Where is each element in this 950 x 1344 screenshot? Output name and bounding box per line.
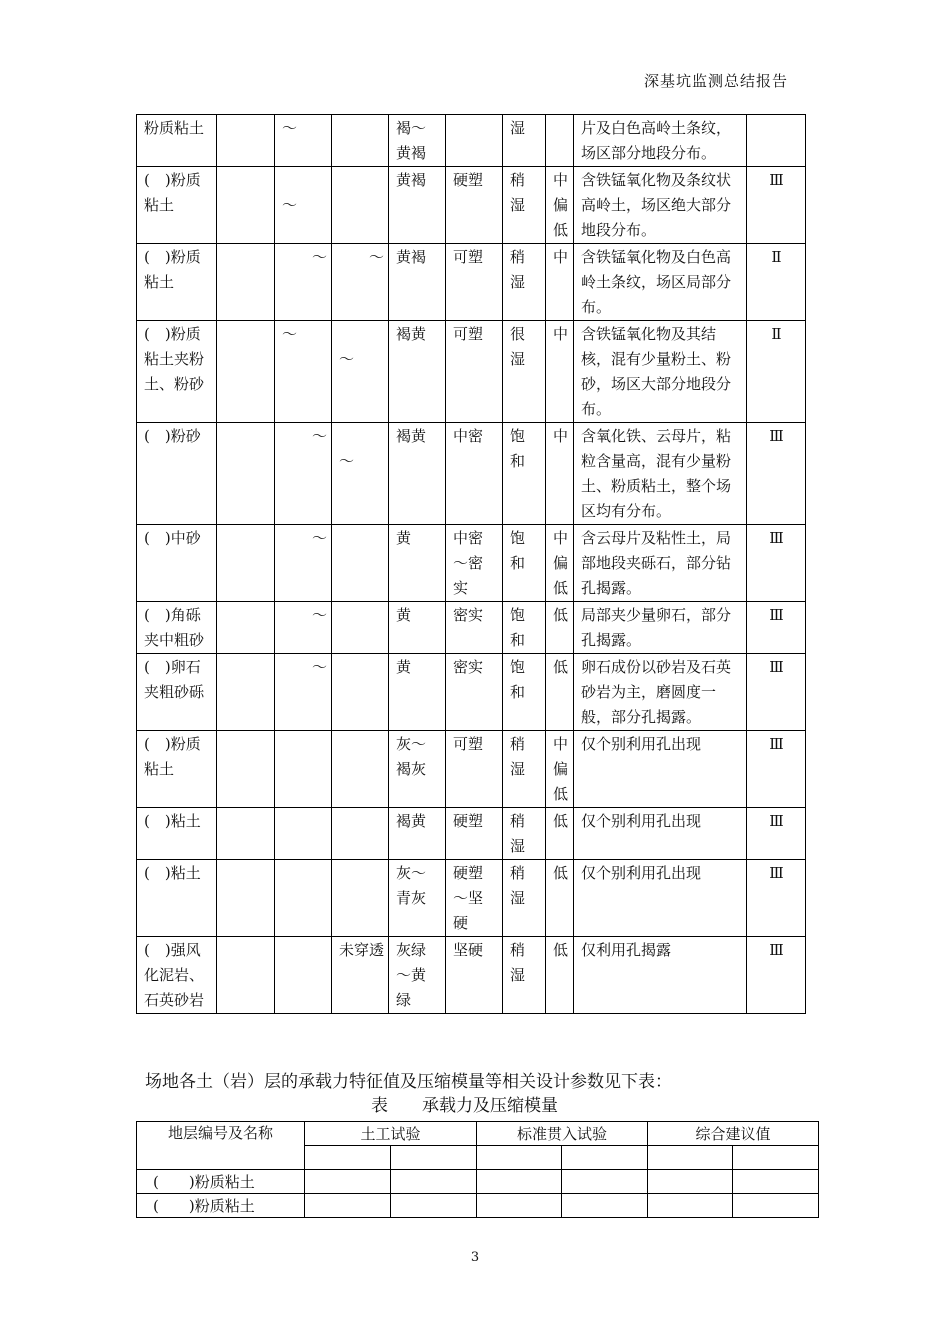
stratum-grade: Ⅲ	[747, 654, 806, 731]
stratum-compressibility: 低	[546, 654, 574, 731]
stratum-bottom-depth	[332, 167, 389, 244]
stratum-compressibility: 低	[546, 937, 574, 1014]
stratum-name: ( )强风化泥岩、石英砂岩	[137, 937, 217, 1014]
params-cell	[305, 1194, 391, 1218]
stratum-description: 含氧化铁、云母片，粘粒含量高，混有少量粉土、粉质粘土，整个场区均有分布。	[574, 423, 747, 525]
stratum-bottom-depth	[332, 654, 389, 731]
stratum-name: ( )粉质粘土	[137, 167, 217, 244]
params-subheader-cell	[562, 1146, 648, 1170]
stratum-grade: Ⅲ	[747, 167, 806, 244]
stratum-description: 仅个别利用孔出现	[574, 731, 747, 808]
stratum-bottom-depth	[332, 115, 389, 167]
params-subheader-cell	[477, 1146, 562, 1170]
stratum-thickness: ～	[275, 423, 332, 525]
stratum-description: 仅个别利用孔出现	[574, 808, 747, 860]
strata-row	[137, 244, 806, 321]
params-row	[137, 1170, 819, 1194]
stratum-color: 褐～黄褐	[389, 115, 446, 167]
params-cell	[391, 1194, 477, 1218]
strata-row	[137, 860, 806, 937]
stratum-moisture: 稍湿	[503, 731, 546, 808]
stratum-color: 黄	[389, 602, 446, 654]
stratum-bottom-depth	[332, 731, 389, 808]
stratum-bottom-depth: ～	[332, 321, 389, 423]
stratum-state: 密实	[446, 654, 503, 731]
stratum-grade: Ⅱ	[747, 244, 806, 321]
stratum-bottom-depth: 未穿透	[332, 937, 389, 1014]
stratum-state: 可塑	[446, 321, 503, 423]
params-row-layer-name: ( )粉质粘土	[137, 1170, 305, 1194]
stratum-color: 褐黄	[389, 423, 446, 525]
strata-row	[137, 808, 806, 860]
stratum-col-2	[217, 808, 275, 860]
stratum-name: ( )卵石夹粗砂砾	[137, 654, 217, 731]
params-cell	[648, 1170, 733, 1194]
stratum-compressibility: 中	[546, 244, 574, 321]
stratum-color: 黄褐	[389, 167, 446, 244]
stratum-thickness	[275, 860, 332, 937]
stratum-color: 褐黄	[389, 808, 446, 860]
stratum-description: 仅个别利用孔出现	[574, 860, 747, 937]
stratum-state: 中密	[446, 423, 503, 525]
stratum-color: 褐黄	[389, 321, 446, 423]
stratum-state: 中密～密实	[446, 525, 503, 602]
strata-table	[136, 114, 806, 1014]
stratum-col-2	[217, 860, 275, 937]
stratum-grade: Ⅲ	[747, 937, 806, 1014]
stratum-color: 黄褐	[389, 244, 446, 321]
stratum-bottom-depth	[332, 860, 389, 937]
stratum-thickness: ～	[275, 321, 332, 423]
stratum-thickness	[275, 808, 332, 860]
stratum-compressibility: 中偏低	[546, 525, 574, 602]
stratum-compressibility: 中偏低	[546, 731, 574, 808]
stratum-description: 片及白色高岭土条纹，场区部分地段分布。	[574, 115, 747, 167]
stratum-compressibility: 中	[546, 321, 574, 423]
strata-table-body	[137, 115, 806, 1014]
params-header-spt: 标准贯入试验	[477, 1122, 648, 1146]
params-cell	[477, 1170, 562, 1194]
stratum-color: 黄	[389, 654, 446, 731]
stratum-thickness: ～	[275, 115, 332, 167]
strata-row	[137, 731, 806, 808]
stratum-state: 坚硬	[446, 937, 503, 1014]
stratum-col-2	[217, 525, 275, 602]
stratum-state: 硬塑	[446, 167, 503, 244]
stratum-thickness: ～	[275, 602, 332, 654]
params-table-caption: 表 承载力及压缩模量	[371, 1096, 558, 1116]
params-row-layer-name: ( )粉质粘土	[137, 1194, 305, 1218]
params-cell	[477, 1194, 562, 1218]
strata-row	[137, 423, 806, 525]
stratum-moisture: 稍湿	[503, 808, 546, 860]
stratum-name: ( )粘土	[137, 808, 217, 860]
params-subheader-cell	[305, 1146, 391, 1170]
stratum-state: 硬塑	[446, 808, 503, 860]
stratum-color: 灰～褐灰	[389, 731, 446, 808]
stratum-thickness: ～	[275, 654, 332, 731]
stratum-moisture: 饱和	[503, 423, 546, 525]
stratum-compressibility: 中偏低	[546, 167, 574, 244]
stratum-bottom-depth: ～	[332, 423, 389, 525]
params-subheader-cell	[648, 1146, 733, 1170]
stratum-moisture: 饱和	[503, 525, 546, 602]
stratum-col-2	[217, 731, 275, 808]
params-header-lab-test: 土工试验	[305, 1122, 477, 1146]
stratum-name: ( )粉质粘土	[137, 731, 217, 808]
strata-row	[137, 115, 806, 167]
stratum-grade: Ⅲ	[747, 423, 806, 525]
params-cell	[562, 1170, 648, 1194]
stratum-name: ( )粉质粘土夹粉土、粉砂	[137, 321, 217, 423]
params-header-layer: 地层编号及名称	[137, 1122, 305, 1170]
stratum-col-2	[217, 423, 275, 525]
strata-row	[137, 321, 806, 423]
stratum-grade: Ⅲ	[747, 602, 806, 654]
stratum-description: 局部夹少量卵石，部分孔揭露。	[574, 602, 747, 654]
stratum-name: ( )粉质粘土	[137, 244, 217, 321]
stratum-bottom-depth	[332, 602, 389, 654]
stratum-name: ( )中砂	[137, 525, 217, 602]
stratum-compressibility	[546, 115, 574, 167]
stratum-col-2	[217, 115, 275, 167]
stratum-color: 灰～青灰	[389, 860, 446, 937]
stratum-thickness: ～	[275, 525, 332, 602]
stratum-col-2	[217, 654, 275, 731]
stratum-name: ( )粉砂	[137, 423, 217, 525]
page-number: 3	[470, 1250, 480, 1265]
stratum-moisture: 饱和	[503, 654, 546, 731]
stratum-thickness	[275, 731, 332, 808]
strata-row	[137, 654, 806, 731]
params-cell	[648, 1194, 733, 1218]
stratum-bottom-depth	[332, 525, 389, 602]
stratum-bottom-depth: ～	[332, 244, 389, 321]
params-subheader-cell	[391, 1146, 477, 1170]
params-cell	[391, 1170, 477, 1194]
params-table	[136, 1121, 819, 1218]
params-intro-text: 场地各土（岩）层的承载力特征值及压缩模量等相关设计参数见下表：	[145, 1072, 672, 1092]
stratum-description: 含铁锰氧化物及其结核，混有少量粉土、粉砂，场区大部分地段分布。	[574, 321, 747, 423]
params-row	[137, 1194, 819, 1218]
stratum-state: 可塑	[446, 244, 503, 321]
params-subheader-cell	[733, 1146, 819, 1170]
stratum-color: 灰绿～黄绿	[389, 937, 446, 1014]
stratum-thickness	[275, 937, 332, 1014]
report-header-title: 深基坑监测总结报告	[643, 72, 788, 90]
stratum-description: 仅利用孔揭露	[574, 937, 747, 1014]
stratum-col-2	[217, 937, 275, 1014]
params-cell	[733, 1170, 819, 1194]
params-header-recommended: 综合建议值	[648, 1122, 819, 1146]
stratum-col-2	[217, 602, 275, 654]
stratum-moisture: 饱和	[503, 602, 546, 654]
stratum-compressibility: 低	[546, 602, 574, 654]
stratum-state	[446, 115, 503, 167]
stratum-name: ( )角砾夹中粗砂	[137, 602, 217, 654]
stratum-moisture: 很湿	[503, 321, 546, 423]
stratum-description: 含云母片及粘性土，局部地段夹砾石，部分钻孔揭露。	[574, 525, 747, 602]
stratum-state: 可塑	[446, 731, 503, 808]
stratum-name: 粉质粘土	[137, 115, 217, 167]
stratum-color: 黄	[389, 525, 446, 602]
stratum-moisture: 稍湿	[503, 167, 546, 244]
stratum-compressibility: 中	[546, 423, 574, 525]
stratum-col-2	[217, 167, 275, 244]
stratum-grade: Ⅱ	[747, 321, 806, 423]
strata-row	[137, 167, 806, 244]
stratum-state: 硬塑～坚硬	[446, 860, 503, 937]
stratum-col-2	[217, 321, 275, 423]
stratum-moisture: 湿	[503, 115, 546, 167]
stratum-grade	[747, 115, 806, 167]
stratum-compressibility: 低	[546, 808, 574, 860]
stratum-description: 含铁锰氧化物及白色高岭土条纹，场区局部分布。	[574, 244, 747, 321]
params-cell	[733, 1194, 819, 1218]
params-cell	[305, 1170, 391, 1194]
stratum-col-2	[217, 244, 275, 321]
stratum-thickness: ～	[275, 244, 332, 321]
stratum-bottom-depth	[332, 808, 389, 860]
stratum-thickness: ～	[275, 167, 332, 244]
strata-row	[137, 525, 806, 602]
stratum-description: 卵石成份以砂岩及石英砂岩为主，磨圆度一般，部分孔揭露。	[574, 654, 747, 731]
stratum-grade: Ⅲ	[747, 860, 806, 937]
stratum-compressibility: 低	[546, 860, 574, 937]
params-cell	[562, 1194, 648, 1218]
stratum-grade: Ⅲ	[747, 808, 806, 860]
stratum-moisture: 稍湿	[503, 860, 546, 937]
strata-row	[137, 937, 806, 1014]
stratum-description: 含铁锰氧化物及条纹状高岭土，场区绝大部分地段分布。	[574, 167, 747, 244]
stratum-moisture: 稍湿	[503, 244, 546, 321]
stratum-name: ( )粘土	[137, 860, 217, 937]
stratum-state: 密实	[446, 602, 503, 654]
strata-row	[137, 602, 806, 654]
stratum-grade: Ⅲ	[747, 731, 806, 808]
stratum-moisture: 稍湿	[503, 937, 546, 1014]
stratum-grade: Ⅲ	[747, 525, 806, 602]
